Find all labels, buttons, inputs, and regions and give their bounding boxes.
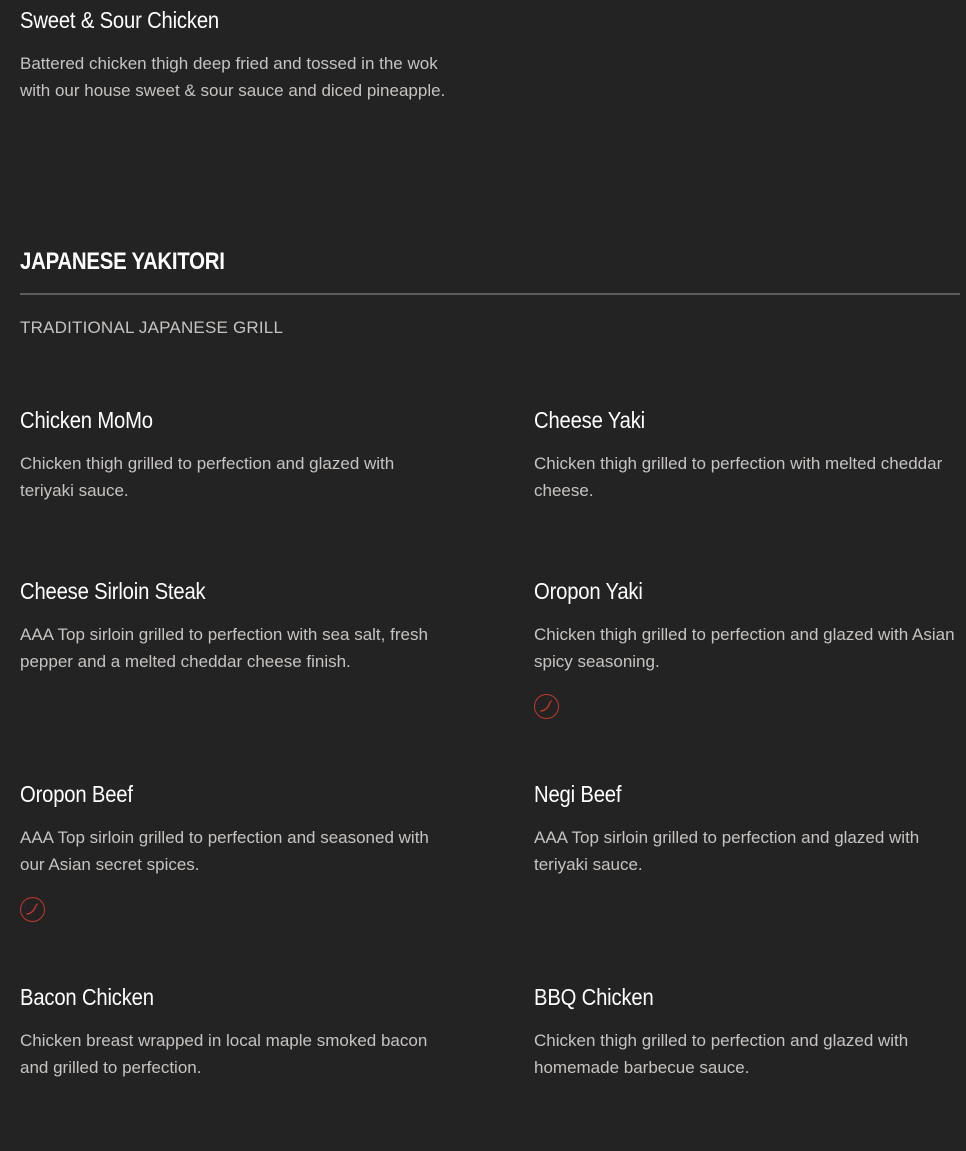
menu-item-oropon-yaki xyxy=(534,577,964,675)
menu-item-negi-beef xyxy=(534,780,964,878)
menu-item-oropon-beef xyxy=(20,780,450,878)
menu-item-name: Negi Beef xyxy=(534,781,622,807)
menu-item-name: Bacon Chicken xyxy=(20,984,154,1010)
menu-item-description: Chicken thigh grilled to perfection and glazed with teriyaki sauce. xyxy=(20,454,395,500)
chili-pepper-icon xyxy=(534,694,559,719)
menu-item-name: Oropon Yaki xyxy=(534,578,643,604)
chili-pepper-icon xyxy=(20,897,45,922)
menu-item-description: Chicken thigh grilled to perfection with melted cheddar cheese. xyxy=(534,454,943,500)
menu-item-name: BBQ Chicken xyxy=(534,984,654,1010)
menu-item-name: Cheese Sirloin Steak xyxy=(20,578,206,604)
menu-item-chicken-momo xyxy=(20,406,450,504)
menu-item-description: Chicken breast wrapped in local maple smoked bacon and grilled to perfection. xyxy=(20,1031,428,1077)
menu-item-description: Chicken thigh grilled to perfection and glazed with Asian spicy seasoning. xyxy=(534,625,955,671)
menu-item-bbq-chicken xyxy=(534,983,964,1081)
section-title: JAPANESE YAKITORI xyxy=(20,248,225,275)
menu-item-sweet-sour-chicken xyxy=(20,6,450,104)
menu-item-name: Oropon Beef xyxy=(20,781,133,807)
menu-item-description: Chicken thigh grilled to perfection and glazed with homemade barbecue sauce. xyxy=(534,1031,909,1077)
menu-item-cheese-sirloin-steak xyxy=(20,577,450,675)
menu-item-bacon-chicken xyxy=(20,983,450,1081)
menu-item-description: Battered chicken thigh deep fried and tossed in the wok with our house sweet & sour sauce and diced pineapple. xyxy=(20,54,446,100)
menu-item-name: Chicken MoMo xyxy=(20,407,153,433)
menu-item-name: Sweet & Sour Chicken xyxy=(20,7,219,33)
menu-item-description: AAA Top sirloin grilled to perfection and glazed with teriyaki sauce. xyxy=(534,828,920,874)
section-divider xyxy=(20,293,960,295)
section-subtitle: TRADITIONAL JAPANESE GRILL xyxy=(20,318,284,337)
menu-item-cheese-yaki xyxy=(534,406,964,504)
menu-item-description: AAA Top sirloin grilled to perfection with sea salt, fresh pepper and a melted cheddar cheese finish. xyxy=(20,625,428,671)
menu-item-description: AAA Top sirloin grilled to perfection and seasoned with our Asian secret spices. xyxy=(20,828,429,874)
menu-item-name: Cheese Yaki xyxy=(534,407,645,433)
